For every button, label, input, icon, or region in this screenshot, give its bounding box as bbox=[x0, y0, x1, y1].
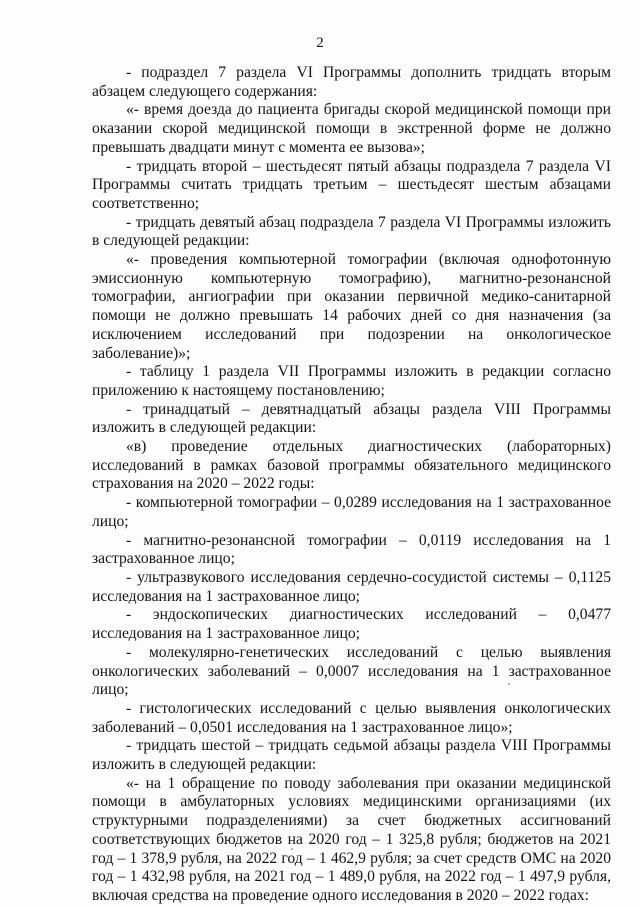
paragraph-outpatient-cost: «- на 1 обращение по поводу заболевания при оказании медицинской помощи в амбулаторных условиях медицинскими организациями (их структурными подразделениями) за счет бюджетных ассигнований соответствующих бюджетов на 2020 год – 1 325,8 рубля; бюджетов на 2021 год – 1 378,9 рубля, на 2022 год – 1 462,9 рубля; за счет средств ОМС на 2020 год – 1 432,98 рубля, на 2021 год – 1 489,0 рубля, на 2022 год – 1 497,9 рубля, включая средства на проведение одного исследования в 2020 – 2022 годах: bbox=[92, 774, 611, 904]
scan-speck bbox=[291, 848, 293, 850]
paragraph-section-8-36-37-edit: - тридцать шестой – тридцать седьмой абзацы раздела VIII Программы изложить в следующей редакции: bbox=[92, 737, 611, 774]
list-item-endoscopy: - эндоскопических диагностических исследований – 0,0477 исследования на 1 застрахованное лицо; bbox=[92, 606, 611, 643]
paragraph-subsection-7-add: - подраздел 7 раздела VI Программы дополнить тридцать вторым абзацем следующего содержания: bbox=[92, 64, 611, 100]
paragraph-tomography-timing: «- проведения компьютерной томографии (включая однофотонную эмиссионную компьютерную томографию), магнитно-резонансной томографии, ангиографии при оказании первичной медико-санитарной помощи не должно превышать 14 рабочих дней со дня назначения (за исключением исследований при подозрении на онкологическое заболевание)»; bbox=[92, 251, 611, 362]
paragraph-renumber-paragraphs: - тридцать второй – шестьдесят пятый абзацы подраздела 7 раздела VI Программы считать тридцать третьим – шестьдесят шестым абзацами соответственно; bbox=[92, 157, 611, 212]
list-item-mri: - магнитно-резонансной томографии – 0,0119 исследования на 1 застрахованное лицо; bbox=[92, 531, 611, 568]
list-item-histological: - гистологических исследований с целью выявления онкологических заболеваний – 0,0501 исследования на 1 застрахованное лицо»; bbox=[92, 699, 611, 736]
paragraph-thirty-ninth-edit: - тридцать девятый абзац подраздела 7 раздела VI Программы изложить в следующей редакции: bbox=[92, 213, 611, 250]
list-item-molecular-genetic: - молекулярно-генетических исследований с целью выявления онкологических заболеваний – 0,0007 исследования на 1 застрахованное лицо; bbox=[92, 643, 611, 699]
paragraph-ambulance-arrival-time: «- время доезда до пациента бригады скорой медицинской помощи при оказании скорой медицинской помощи в экстренной форме не должно превышать двадцати минут с момента ее вызова»; bbox=[92, 101, 611, 156]
scan-speck bbox=[508, 683, 510, 685]
page-number: 2 bbox=[316, 35, 324, 51]
paragraph-section-8-edit: - тринадцатый – девятнадцатый абзацы раздела VIII Программы изложить в следующей редакции: bbox=[92, 400, 611, 437]
list-item-computed-tomography: - компьютерной томографии – 0,0289 исследования на 1 застрахованное лицо; bbox=[92, 494, 611, 530]
document-body bbox=[92, 64, 611, 906]
paragraph-diagnostic-studies: «в) проведение отдельных диагностических (лабораторных) исследований в рамках базовой программы обязательного медицинского страхования на 2020 – 2022 годы: bbox=[92, 438, 611, 493]
list-item-ultrasound: - ультразвукового исследования сердечно-сосудистой системы – 0,1125 исследования на 1 застрахованное лицо; bbox=[92, 568, 611, 605]
paragraph-table-1-edit: - таблицу 1 раздела VII Программы изложить в редакции согласно приложению к настоящему постановлению; bbox=[92, 363, 611, 399]
